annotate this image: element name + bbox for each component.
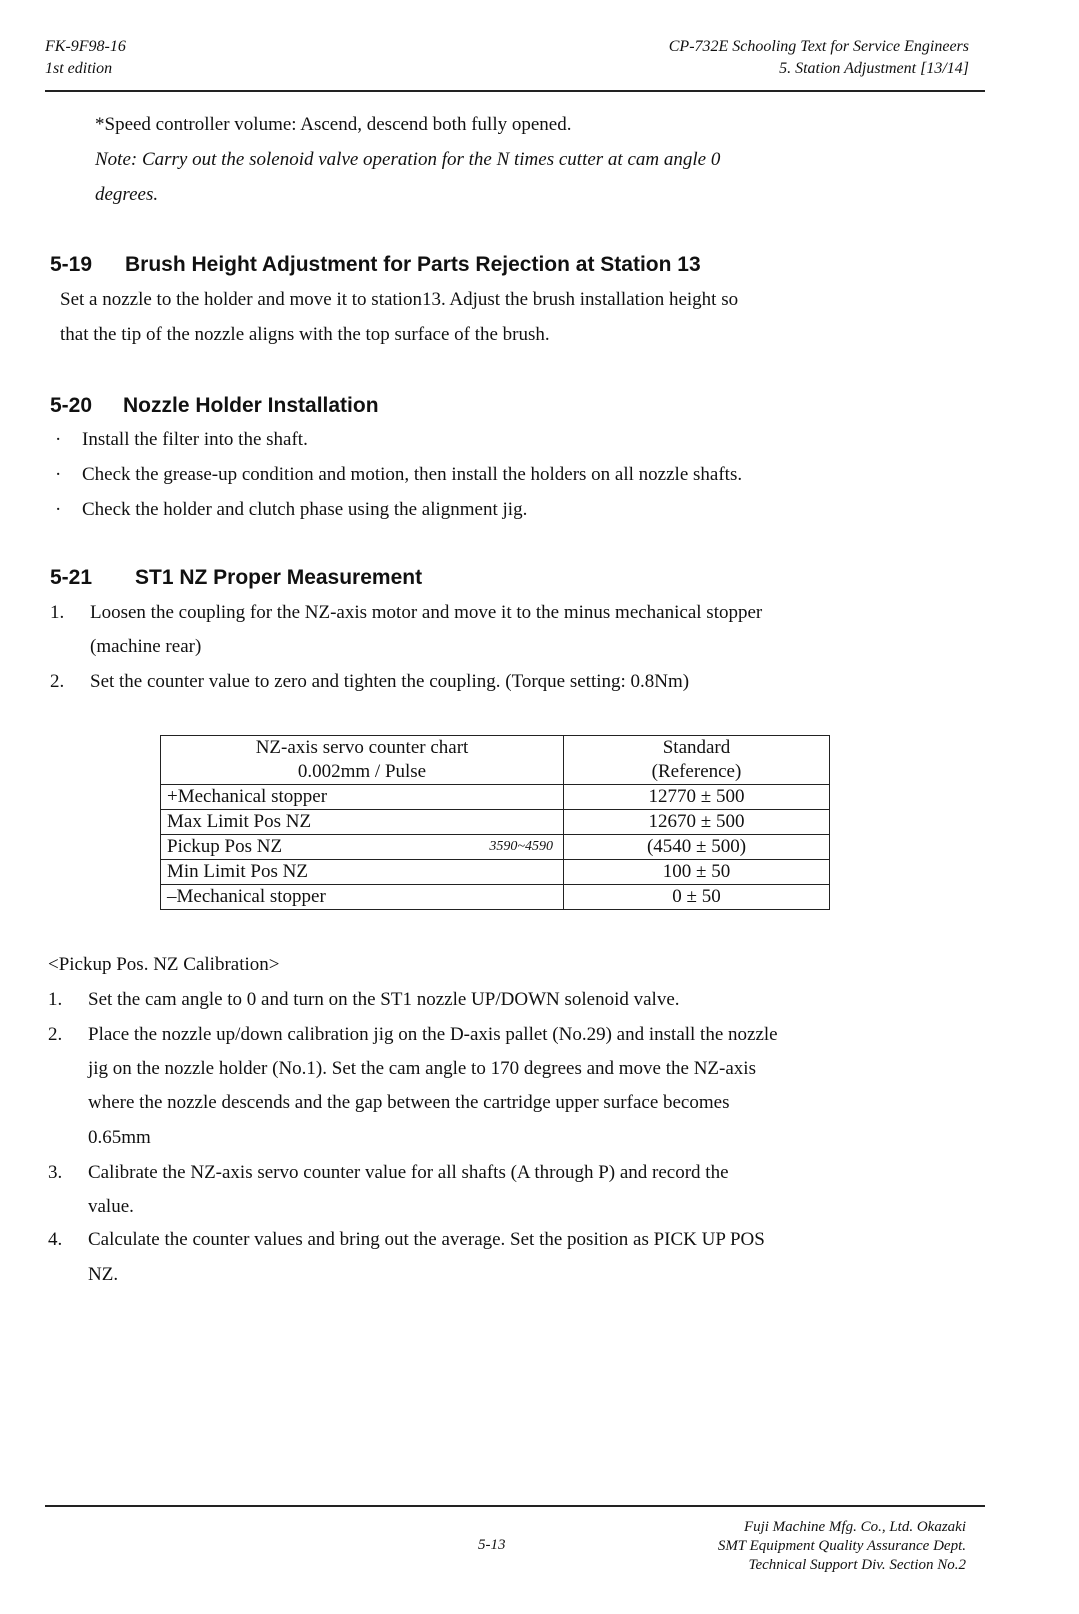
- footer-company: [718, 1518, 966, 1575]
- header-cell: 0.002mm / Pulse: [297, 761, 427, 782]
- bullet: ·: [55, 429, 62, 450]
- step-text: value.: [88, 1196, 134, 1217]
- department: SMT Equipment Quality Assurance Dept.: [717, 1538, 966, 1554]
- page-number: 5-13: [478, 1537, 506, 1553]
- body-line: Set a nozzle to the holder and move it to station13. Adjust the brush installation height so: [60, 289, 739, 310]
- section-number: 5-20: [50, 394, 93, 417]
- bullet-item: Check the holder and clutch phase using the alignment jig.: [82, 499, 528, 520]
- step-text: where the nozzle descends and the gap between the cartridge upper surface becomes: [88, 1092, 730, 1113]
- section-title: Nozzle Holder Installation: [123, 394, 379, 417]
- step-number: 4.: [48, 1229, 63, 1250]
- step-text: Set the cam angle to 0 and turn on the ST1 nozzle UP/DOWN solenoid valve.: [88, 989, 680, 1010]
- servo-counter-table: [160, 735, 830, 910]
- row-label: Min Limit Pos NZ: [161, 860, 564, 885]
- note-line-2: degrees.: [95, 184, 159, 205]
- step-text: Loosen the coupling for the NZ-axis motor and move it to the minus mechanical stopper: [90, 602, 763, 623]
- table-row: [161, 785, 830, 810]
- row-value: 100 ± 50: [564, 860, 830, 885]
- step-text: NZ.: [88, 1264, 119, 1285]
- note-line-1: Note: Carry out the solenoid valve operation for the N times cutter at cam angle 0: [95, 149, 721, 170]
- header-cell: Standard: [662, 737, 731, 758]
- bullet-item: Install the filter into the shaft.: [82, 429, 308, 450]
- table-row: [161, 810, 830, 835]
- row-value: 12670 ± 500: [564, 810, 830, 835]
- row-value: 12770 ± 500: [564, 785, 830, 810]
- doc-title: CP-732E Schooling Text for Service Engineers: [668, 38, 969, 55]
- header-cell: NZ-axis servo counter chart: [255, 737, 469, 758]
- section-title: Brush Height Adjustment for Parts Rejection at Station 13: [125, 253, 701, 276]
- handwritten-note: 3590~4590: [489, 839, 553, 854]
- step-text: Place the nozzle up/down calibration jig on the D-axis pallet (No.29) and install the nozzle: [88, 1024, 778, 1045]
- company-name: Fuji Machine Mfg. Co., Ltd. Okazaki: [743, 1519, 966, 1535]
- step-number: 2.: [50, 671, 65, 692]
- step-text: (machine rear): [90, 636, 202, 657]
- step-number: 3.: [48, 1162, 63, 1183]
- step-number: 1.: [50, 602, 65, 623]
- section-number: 5-19: [50, 253, 93, 276]
- step-text: Calibrate the NZ-axis servo counter value for all shafts (A through P) and record the: [88, 1162, 729, 1183]
- edition: 1st edition: [45, 60, 113, 77]
- table-header: [161, 736, 830, 785]
- table-row: [161, 835, 830, 860]
- row-label: Max Limit Pos NZ: [161, 810, 564, 835]
- section-title: ST1 NZ Proper Measurement: [135, 566, 423, 589]
- row-label: Pickup Pos NZ: [167, 836, 283, 857]
- row-value: 0 ± 50: [564, 885, 830, 910]
- calibration-title: <Pickup Pos. NZ Calibration>: [48, 954, 280, 975]
- step-text: Set the counter value to zero and tighten the coupling. (Torque setting: 0.8Nm): [90, 671, 690, 692]
- table-row: [161, 885, 830, 910]
- table-row: [161, 860, 830, 885]
- row-label: +Mechanical stopper: [161, 785, 564, 810]
- section-number: 5-21: [50, 566, 93, 589]
- step-number: 1.: [48, 989, 63, 1010]
- speed-text: *Speed controller volume: Ascend, descend both fully opened.: [95, 114, 572, 135]
- step-text: jig on the nozzle holder (No.1). Set the cam angle to 170 degrees and move the NZ-axis: [88, 1058, 756, 1079]
- section-ref: 5. Station Adjustment [13/14]: [779, 60, 969, 77]
- bullet-item: Check the grease-up condition and motion, then install the holders on all nozzle shafts.: [82, 464, 743, 485]
- body-line: that the tip of the nozzle aligns with the top surface of the brush.: [60, 324, 550, 345]
- doc-id: FK-9F98-16: [45, 38, 126, 55]
- bullet: ·: [55, 464, 62, 485]
- step-number: 2.: [48, 1024, 63, 1045]
- row-value: (4540 ± 500): [564, 835, 830, 860]
- header-cell: (Reference): [651, 761, 742, 782]
- division: Technical Support Div. Section No.2: [748, 1557, 966, 1573]
- bullet: ·: [55, 499, 62, 520]
- step-text: 0.65mm: [88, 1127, 151, 1148]
- header-rule: [45, 90, 985, 92]
- row-label: –Mechanical stopper: [161, 885, 564, 910]
- step-text: Calculate the counter values and bring out the average. Set the position as PICK UP POS: [88, 1229, 765, 1250]
- footer-rule: [45, 1505, 985, 1507]
